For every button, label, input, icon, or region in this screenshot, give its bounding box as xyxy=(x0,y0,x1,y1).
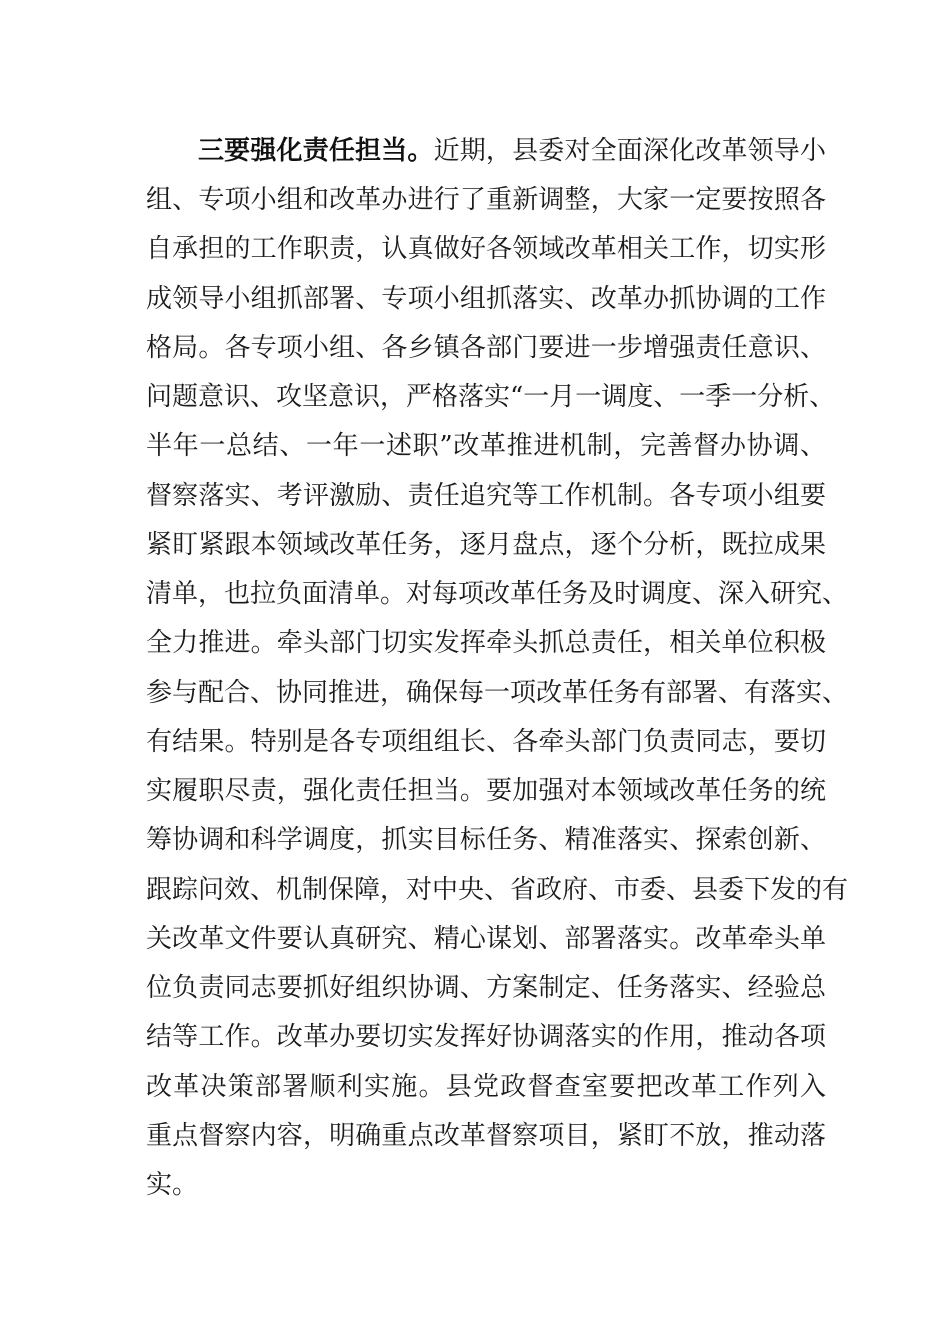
paragraph-line-1 xyxy=(198,131,826,171)
paragraph-line-22: 实。 xyxy=(146,1170,199,1200)
paragraph-line-13: 有结果。特别是各专项组组长、各牵头部门负责同志，要切 xyxy=(146,727,826,757)
paragraph-line-5: 格局。各专项小组、各乡镇各部门要进一步增强责任意识、 xyxy=(146,333,826,363)
paragraph-line-18: 位负责同志要抓好组织协调、方案制定、任务落实、经验总 xyxy=(146,973,826,1003)
paragraph-line-16: 跟踪问效、机制保障，对中央、省政府、市委、县委下发的有 xyxy=(146,875,849,905)
paragraph-line-6: 问题意识、攻坚意识，严格落实“一月一调度、一季一分析、 xyxy=(146,382,836,412)
paragraph-line-20: 改革决策部署顺利实施。县党政督查室要把改革工作列入 xyxy=(146,1072,826,1102)
paragraph-line-9: 紧盯紧跟本领域改革任务，逐月盘点，逐个分析，既拉成果 xyxy=(146,530,826,560)
paragraph-line-4: 成领导小组抓部署、专项小组抓落实、改革办抓协调的工作 xyxy=(146,284,826,314)
paragraph-line-14: 实履职尽责，强化责任担当。要加强对本领域改革任务的统 xyxy=(146,776,826,806)
paragraph-line-19: 结等工作。改革办要切实发挥好协调落实的作用，推动各项 xyxy=(146,1022,826,1052)
paragraph-line-10: 清单，也拉负面清单。对每项改革任务及时调度、深入研究、 xyxy=(146,579,849,609)
paragraph-line-17: 关改革文件要认真研究、精心谋划、部署落实。改革牵头单 xyxy=(146,924,826,954)
line-text: 近期，县委对全面深化改革领导小 xyxy=(433,136,826,166)
paragraph-line-15: 筹协调和科学调度，抓实目标任务、精准落实、探索创新、 xyxy=(146,825,826,855)
paragraph-line-12: 参与配合、协同推进，确保每一项改革任务有部署、有落实、 xyxy=(146,678,849,708)
paragraph-line-2: 组、专项小组和改革办进行了重新调整，大家一定要按照各 xyxy=(146,185,826,215)
paragraph-line-8: 督察落实、考评激励、责任追究等工作机制。各专项小组要 xyxy=(146,481,826,511)
paragraph-line-11: 全力推进。牵头部门切实发挥牵头抓总责任，相关单位积极 xyxy=(146,628,826,658)
paragraph-line-7: 半年一总结、一年一述职”改革推进机制，完善督办协调、 xyxy=(146,431,826,461)
paragraph-line-3: 自承担的工作职责，认真做好各领域改革相关工作，切实形 xyxy=(146,234,826,264)
section-heading: 三要强化责任担当。 xyxy=(198,136,434,166)
paragraph-line-21: 重点督察内容，明确重点改革督察项目，紧盯不放，推动落 xyxy=(146,1121,826,1151)
